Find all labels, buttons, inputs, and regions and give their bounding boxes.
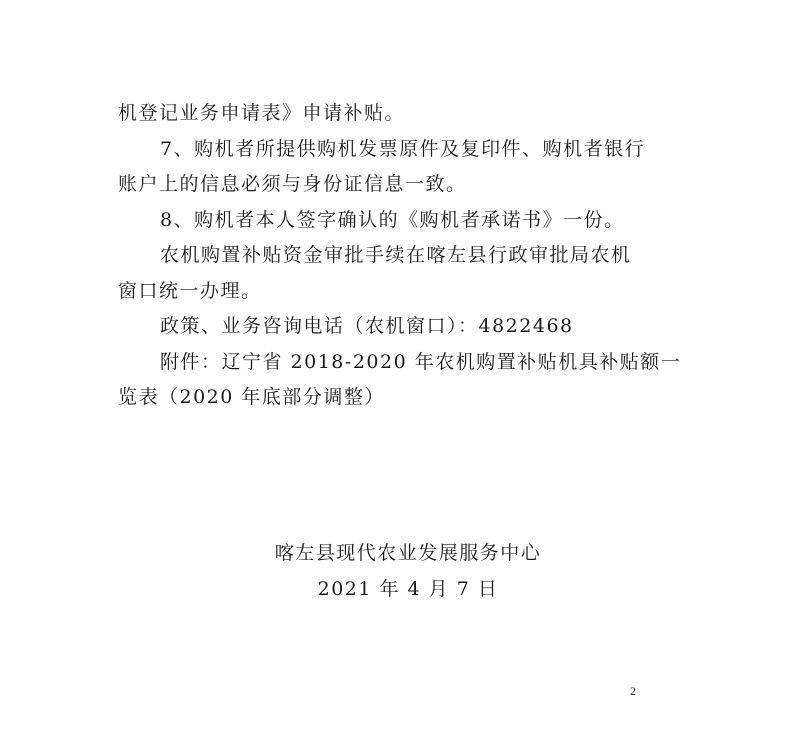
body-line-9: 览表（2020 年底部分调整） — [118, 386, 385, 408]
body-line-2: 7、购机者所提供购机发票原件及复印件、购机者银行 — [160, 137, 646, 160]
signature-date: 2021 年 4 月 7 日 — [317, 578, 499, 600]
document-body — [118, 96, 688, 416]
signature-organization: 喀左县现代农业发展服务中心 — [274, 542, 542, 564]
body-line-4: 8、购机者本人签字确认的《购机者承诺书》一份。 — [160, 208, 625, 231]
page-number: 2 — [630, 684, 636, 698]
body-line-5: 农机购置补贴资金审批手续在喀左县行政审批局农机 — [160, 244, 632, 266]
signature-block — [0, 535, 800, 607]
body-line-6: 窗口统一办理。 — [118, 279, 262, 302]
body-line-3: 账户上的信息必须与身份证信息一致。 — [118, 173, 467, 195]
body-line-1: 机登记业务申请表》申请补贴。 — [118, 102, 406, 124]
body-line-8: 附件：辽宁省 2018-2020 年农机购置补贴机具补贴额一 — [160, 350, 682, 373]
body-line-7: 政策、业务咨询电话（农机窗口）：4822468 — [160, 315, 574, 337]
